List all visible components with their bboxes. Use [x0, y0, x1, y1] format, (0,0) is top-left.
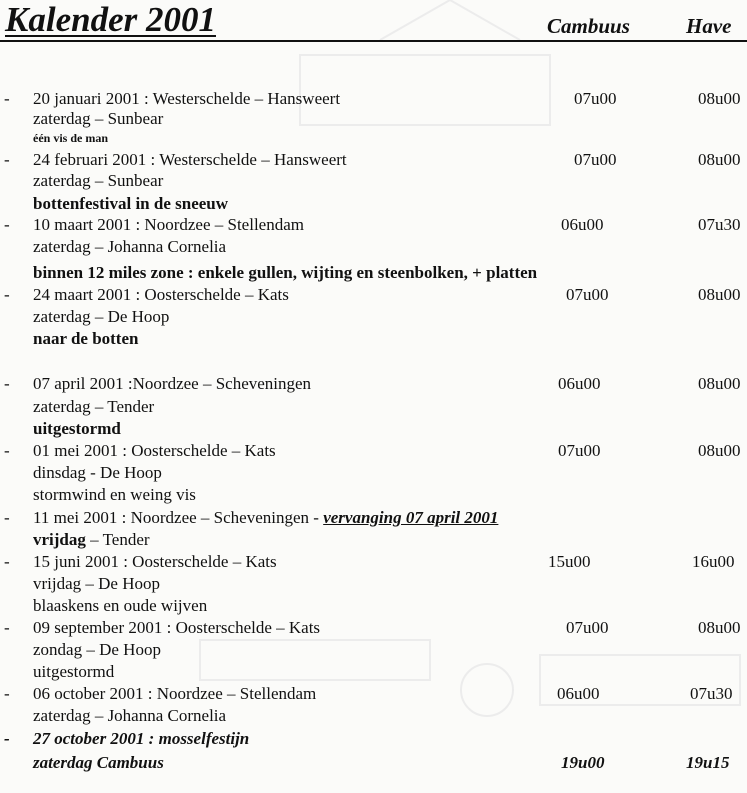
entry-time-cambuus: 06u00 — [558, 374, 601, 393]
entry-day-boat: zaterdag – Sunbear — [33, 171, 164, 190]
entry-time-haven: 08u00 — [698, 374, 741, 393]
entry-day-boat: zaterdag – Johanna Cornelia — [33, 706, 227, 725]
entry-time-cambuus: 19u00 — [561, 753, 605, 772]
entry-time-cambuus: 06u00 — [557, 684, 600, 703]
entry-note: bottenfestival in de sneeuw — [33, 194, 229, 213]
entry-date-route: 09 september 2001 : Oosterschelde – Kats — [33, 618, 321, 637]
entry-time-cambuus: 07u00 — [566, 618, 609, 637]
entry-replacement-note: vervanging 07 april 2001 — [323, 508, 499, 527]
entry-dash: - — [4, 618, 10, 637]
entry-day: vrijdag — [33, 530, 86, 549]
entry-date-route: 07 april 2001 :Noordzee – Scheveningen — [33, 374, 312, 393]
entry-note: stormwind en weing vis — [33, 485, 196, 504]
entry-boat: – Tender — [85, 530, 150, 549]
entry-note: één vis de man — [33, 131, 108, 145]
entry-dash: - — [4, 684, 10, 703]
entry-day-boat: zondag – De Hoop — [33, 640, 161, 659]
entry-dash: - — [4, 508, 10, 527]
entry-time-haven: 19u15 — [686, 753, 730, 772]
entry-dash: - — [4, 441, 10, 460]
entry-date-route: 20 januari 2001 : Westerschelde – Hansweert — [33, 89, 341, 108]
entry-note: uitgestormd — [33, 662, 115, 681]
entry-time-haven: 08u00 — [698, 441, 741, 460]
entry-day-boat: dinsdag - De Hoop — [33, 463, 162, 482]
entry-dash: - — [4, 215, 10, 234]
entry-day-boat: zaterdag – Johanna Cornelia — [33, 237, 227, 256]
entry-dash: - — [4, 552, 10, 571]
entry-time-haven: 07u30 — [698, 215, 741, 234]
entry-note: binnen 12 miles zone : enkele gullen, wijting en steenbolken, + platten — [33, 263, 538, 282]
entry-day-boat: zaterdag – De Hoop — [33, 307, 170, 326]
entry-date-route: 24 februari 2001 : Westerschelde – Hansweert — [33, 150, 347, 169]
page-title: Kalender 2001 — [5, 0, 216, 39]
entry-day-boat: zaterdag – Sunbear — [33, 109, 164, 128]
entry-time-haven: 08u00 — [698, 618, 741, 637]
entry-time-haven: 07u30 — [690, 684, 733, 703]
entry-time-haven: 08u00 — [698, 285, 741, 304]
entry-note: uitgestormd — [33, 419, 121, 438]
entry-time-haven: 08u00 — [698, 150, 741, 169]
entry-time-haven: 08u00 — [698, 89, 741, 108]
column-heading-cambuus: Cambuus — [547, 14, 630, 38]
entry-date-route: 27 october 2001 : mosselfestijn — [33, 729, 250, 748]
entry-time-cambuus: 07u00 — [574, 89, 617, 108]
entry-dash: - — [4, 150, 10, 169]
entry-note: naar de botten — [33, 329, 139, 348]
entry-day-boat: zaterdag Cambuus — [33, 753, 164, 772]
entry-time-haven: 16u00 — [692, 552, 735, 571]
entry-date-route: 01 mei 2001 : Oosterschelde – Kats — [33, 441, 276, 460]
entry-date-route: 11 mei 2001 : Noordzee – Scheveningen - — [33, 508, 324, 527]
entry-dash: - — [4, 285, 10, 304]
entry-note: blaaskens en oude wijven — [33, 596, 208, 615]
entry-date-route: 06 october 2001 : Noordzee – Stellendam — [33, 684, 317, 703]
entry-day-boat: vrijdag – De Hoop — [33, 574, 161, 593]
entry-time-cambuus: 07u00 — [558, 441, 601, 460]
entry-time-cambuus: 07u00 — [574, 150, 617, 169]
entry-time-cambuus: 15u00 — [548, 552, 591, 571]
entry-dash: - — [4, 374, 10, 393]
entry-date-route: 24 maart 2001 : Oosterschelde – Kats — [33, 285, 289, 304]
entry-dash: - — [4, 729, 10, 748]
entry-time-cambuus: 07u00 — [566, 285, 609, 304]
entry-date-route: 15 juni 2001 : Oosterschelde – Kats — [33, 552, 277, 571]
entry-dash: - — [4, 89, 10, 108]
entry-day-boat: zaterdag – Tender — [33, 397, 155, 416]
column-heading-haven: Have — [686, 14, 732, 38]
entry-date-route: 10 maart 2001 : Noordzee – Stellendam — [33, 215, 304, 234]
entry-time-cambuus: 06u00 — [561, 215, 604, 234]
